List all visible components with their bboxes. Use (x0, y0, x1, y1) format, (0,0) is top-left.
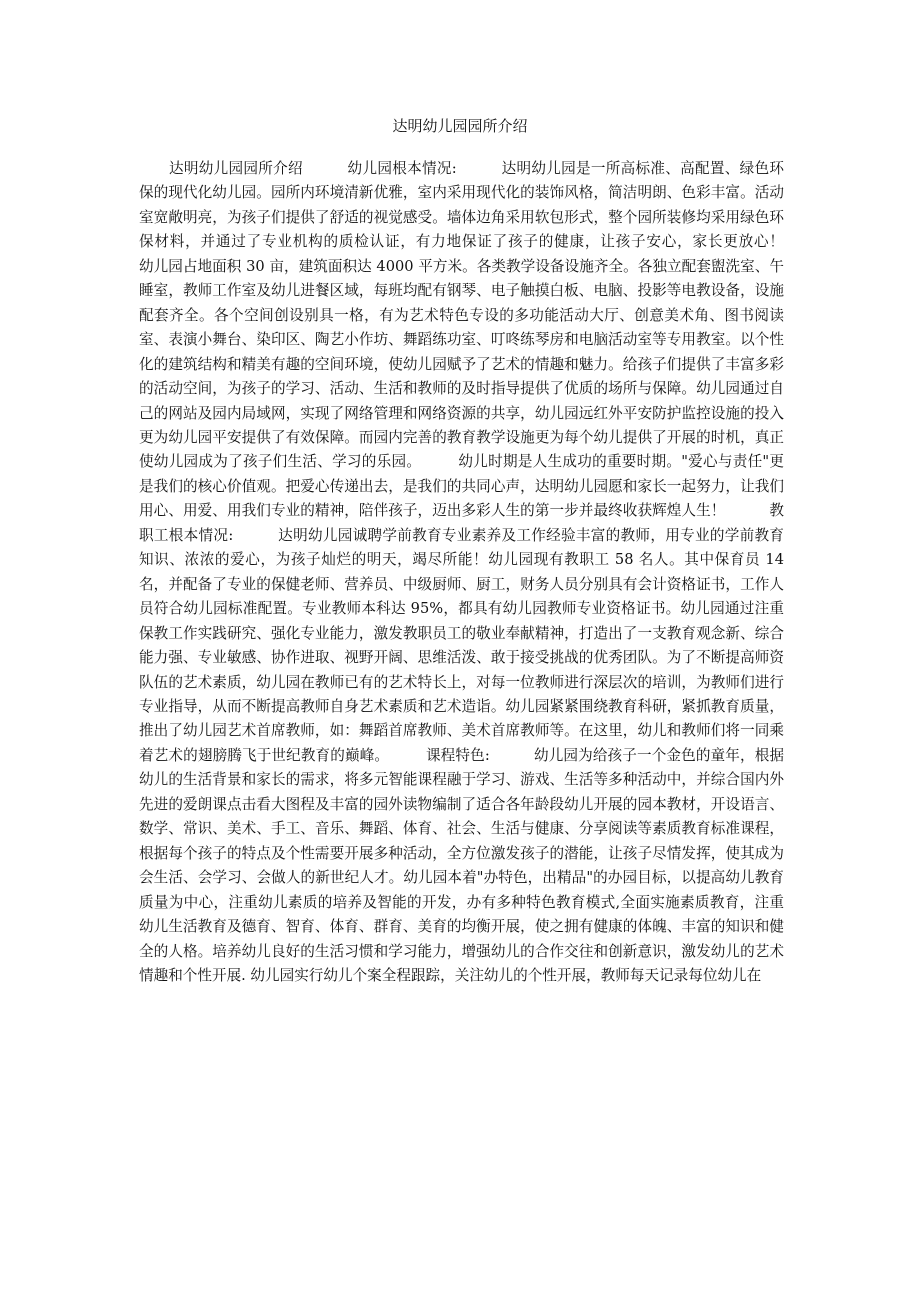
document-body: 达明幼儿园园所介绍 幼儿园根本情况: 达明幼儿园是一所高标准、高配置、绿色环保的现代化幼儿园。园所内环境清新优雅，室内采用现代化的装饰风格，简洁明朗、色彩丰富。活动室宽敞明亮，为孩子们提供了舒适的视觉感受。墙体边角采用软包形式，整个园所装修均采用绿色环保材料，并通过了专业机构的质检认证，有力地保证了孩子的健康，让孩子安心，家长更放心！ 幼儿园占地面积 30 亩，建筑面积达 4000 平方米。各类教学设备设施齐全。各独立配套盥洗室、午睡室，教师工作室及幼儿进餐区域，每班均配有钢琴、电子触摸白板、电脑、投影等电教设备，设施配套齐全。各个空间创设别具一格，有为艺术特色专设的多功能活动大厅、创意美术角、图书阅读室、表演小舞台、染印区、陶艺小作坊、舞蹈练功室、叮咚练琴房和电脑活动室等专用教室。以个性化的建筑结构和精美有趣的空间环境，使幼儿园赋予了艺术的情趣和魅力。给孩子们提供了丰富多彩的活动空间，为孩子的学习、活动、生活和教师的及时指导提供了优质的场所与保障。幼儿园通过自己的网站及园内局域网，实现了网络管理和网络资源的共享，幼儿园远红外平安防护监控设施的投入更为幼儿园平安提供了有效保障。而园内完善的教育教学设施更为每个幼儿提供了开展的时机，真正使幼儿园成为了孩子们生活、学习的乐园。 幼儿时期是人生成功的重要时期。"爱心与责任"更是我们的核心价值观。把爱心传递出去，是我们的共同心声，达明幼儿园愿和家长一起努力，让我们用心、用爱、用我们专业的精神，陪伴孩子，迈出多彩人生的第一步并最终收获辉煌人生！ 教职工根本情况: 达明幼儿园诚聘学前教育专业素养及工作经验丰富的教师，用专业的学前教育知识、浓浓的爱心，为孩子灿烂的明天，竭尽所能！幼儿园现有教职工 58 名人。其中保育员 14 名，并配备了专业的保健老师、营养员、中级厨师、厨工，财务人员分别具有会计资格证书，工作人员符合幼儿园标准配置。专业教师本科达 95%，都具有幼儿园教师专业资格证书。幼儿园通过注重保教工作实践研究、强化专业能力，激发教职员工的敬业奉献精神，打造出了一支教育观念新、综合能力强、专业敏感、协作进取、视野开阔、思维活泼、敢于接受挑战的优秀团队。为了不断提高师资队伍的艺术素质，幼儿园在教师已有的艺术特长上，对每一位教师进行深层次的培训，为教师们进行专业指导，从而不断提高教师自身艺术素质和艺术造诣。幼儿园紧紧围绕教育科研，紧抓教育质量，推出了幼儿园艺术首席教师，如：舞蹈首席教师、美术首席教师等。在这里，幼儿和教师们将一同乘着艺术的翅膀腾飞于世纪教育的巅峰。 课程特色: 幼儿园为给孩子一个金色的童年，根据幼儿的生活背景和家长的需求，将多元智能课程融于学习、游戏、生活等多种活动中，并综合国内外先进的爱朗课点击看大图程及丰富的园外读物编制了适合各年龄段幼儿开展的园本教材，开设语言、数学、常识、美术、手工、音乐、舞蹈、体育、社会、生活与健康、分享阅读等素质教育标准课程，根据每个孩子的特点及个性需要开展多种活动，全方位激发孩子的潜能，让孩子尽情发挥，使其成为会生活、会学习、会做人的新世纪人才。幼儿园本着"办特色，出精品"的办园目标，以提高幼儿教育质量为中心，注重幼儿素质的培养及智能的开发，办有多种特色教育模式,全面实施素质教育，注重幼儿生活教育及德育、智育、体育、群育、美育的均衡开展，使之拥有健康的体魄、丰富的知识和健全的人格。培养幼儿良好的生活习惯和学习能力，增强幼儿的合作交往和创新意识，激发幼儿的艺术情趣和个性开展. 幼儿园实行幼儿个案全程跟踪，关注幼儿的个性开展，教师每天记录每位幼儿在 (139, 160, 828, 984)
document-title: 达明幼儿园园所介绍 (392, 117, 528, 135)
